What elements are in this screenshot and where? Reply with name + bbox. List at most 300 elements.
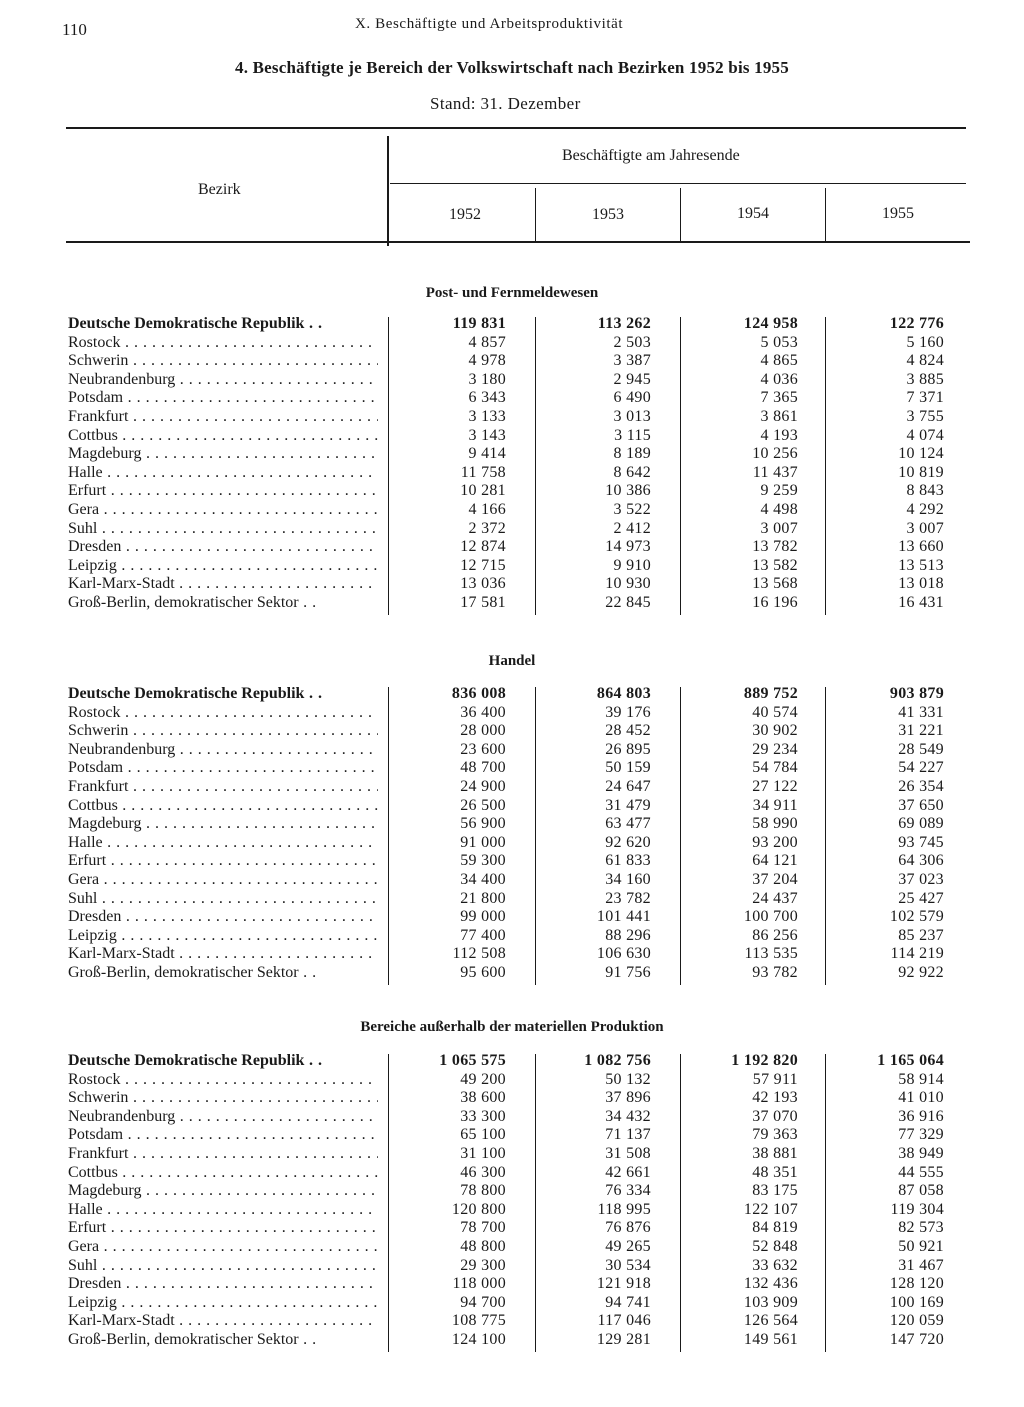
row-label: Groß-Berlin, demokratischer Sektor . . — [68, 1331, 378, 1350]
cell-1955: 13 513 — [898, 556, 944, 574]
cell-1955: 1 165 064 — [877, 1052, 944, 1069]
table-row — [0, 1275, 1024, 1294]
cell-1954: 149 561 — [743, 1331, 798, 1348]
cell-1955: 13 660 — [898, 538, 944, 556]
cell-1952: 49 200 — [460, 1070, 506, 1088]
column-separator — [680, 317, 681, 615]
cell-1953: 61 833 — [605, 852, 651, 870]
year-header-1954: 1954 — [737, 205, 769, 222]
cell-1952: 118 000 — [452, 1275, 506, 1293]
year-header-1955: 1955 — [882, 205, 914, 222]
table-subtitle: Stand: 31. Dezember — [430, 94, 581, 113]
cell-1952: 4 166 — [468, 501, 506, 518]
cell-1952: 31 100 — [460, 1145, 506, 1162]
table-row — [0, 797, 1024, 816]
cell-1955: 85 237 — [898, 926, 944, 944]
table-row — [0, 1331, 1024, 1350]
group-header-label: Beschäftigte am Jahresende — [562, 147, 740, 164]
cell-1952: 6 343 — [468, 389, 506, 407]
cell-1955: 26 354 — [898, 778, 944, 795]
row-label: Erfurt . . . — [68, 1219, 378, 1238]
cell-1953: 71 137 — [605, 1126, 651, 1144]
header-year-divider — [825, 188, 826, 242]
cell-1952: 10 281 — [460, 482, 506, 500]
cell-1955: 58 914 — [898, 1070, 944, 1088]
cell-1954: 27 122 — [752, 778, 798, 795]
cell-1955: 10 819 — [898, 463, 944, 481]
row-label: Cottbus . . . — [68, 797, 378, 816]
cell-1955: 102 579 — [889, 908, 944, 926]
cell-1952: 46 300 — [460, 1163, 506, 1181]
row-label: Cottbus . . . — [68, 1164, 378, 1183]
cell-1955: 37 650 — [898, 796, 944, 814]
header-stub-divider — [387, 136, 389, 246]
cell-1955: 10 124 — [898, 445, 944, 463]
cell-1954: 93 782 — [752, 964, 798, 981]
cell-1955: 54 227 — [898, 759, 944, 777]
cell-1953: 1 082 756 — [584, 1052, 651, 1069]
cell-1955: 100 169 — [889, 1293, 944, 1311]
column-separator — [535, 1054, 536, 1352]
cell-1952: 119 831 — [452, 315, 506, 332]
cell-1955: 16 431 — [898, 594, 944, 611]
cell-1955: 8 843 — [906, 482, 944, 500]
table-row — [0, 834, 1024, 853]
cell-1952: 91 000 — [460, 833, 506, 851]
header-year-divider — [680, 188, 681, 242]
cell-1954: 889 752 — [743, 685, 798, 702]
cell-1952: 9 414 — [468, 445, 506, 463]
cell-1953: 3 387 — [613, 352, 651, 370]
cell-1954: 86 256 — [752, 926, 798, 944]
cell-1955: 77 329 — [898, 1126, 944, 1144]
cell-1952: 13 036 — [460, 575, 506, 593]
cell-1955: 114 219 — [890, 945, 944, 963]
cell-1954: 93 200 — [752, 833, 798, 851]
table-row — [0, 445, 1024, 464]
cell-1955: 4 074 — [906, 426, 944, 444]
header-bottom-rule — [66, 241, 970, 243]
cell-1952: 108 775 — [451, 1312, 506, 1330]
cell-1955: 92 922 — [898, 964, 944, 981]
row-label: Rostock . . . — [68, 704, 378, 723]
cell-1952: 3 143 — [468, 426, 506, 444]
row-label: Halle . . . — [68, 834, 378, 853]
cell-1954: 54 784 — [752, 759, 798, 777]
row-label: Karl-Marx-Stadt . . . — [68, 575, 378, 594]
cell-1953: 37 896 — [605, 1089, 651, 1107]
cell-1952: 59 300 — [460, 852, 506, 870]
cell-1955: 69 089 — [898, 815, 944, 833]
row-label: Frankfurt . . . — [68, 778, 378, 797]
cell-1953: 92 620 — [605, 833, 651, 851]
cell-1954: 16 196 — [752, 594, 798, 611]
cell-1954: 29 234 — [752, 740, 798, 758]
column-separator — [388, 1054, 389, 1352]
header-top-rule — [66, 127, 966, 129]
column-separator — [680, 687, 681, 985]
cell-1953: 76 876 — [605, 1219, 651, 1237]
table-row — [0, 1238, 1024, 1257]
table-title: 4. Beschäftigte je Bereich der Volkswirtschaft nach Bezirken 1952 bis 1955 — [235, 58, 789, 77]
cell-1954: 42 193 — [752, 1089, 798, 1107]
cell-1955: 3 755 — [906, 408, 944, 425]
cell-1955: 41 331 — [898, 703, 944, 721]
cell-1952: 4 978 — [468, 352, 506, 370]
cell-1954: 33 632 — [752, 1256, 798, 1274]
row-label: Cottbus . . . — [68, 427, 378, 446]
cell-1954: 58 990 — [752, 815, 798, 833]
cell-1953: 121 918 — [596, 1275, 651, 1293]
table-row — [0, 1108, 1024, 1127]
table-row — [0, 520, 1024, 539]
cell-1953: 106 630 — [596, 945, 651, 963]
cell-1954: 30 902 — [752, 722, 798, 740]
cell-1952: 78 800 — [460, 1182, 506, 1200]
cell-1954: 3 861 — [760, 408, 798, 425]
cell-1953: 2 503 — [613, 333, 651, 351]
cell-1953: 34 432 — [605, 1107, 651, 1125]
cell-1953: 10 930 — [605, 575, 651, 593]
cell-1954: 52 848 — [752, 1238, 798, 1255]
row-label: Schwerin . . . — [68, 722, 378, 741]
running-head: X. Beschäftigte und Arbeitsproduktivität — [355, 16, 624, 32]
cell-1953: 22 845 — [605, 594, 651, 611]
cell-1952: 3 180 — [468, 370, 506, 388]
cell-1954: 132 436 — [743, 1275, 798, 1293]
cell-1955: 3 007 — [906, 519, 944, 537]
row-label: Gera . . . — [68, 1238, 378, 1257]
table-row — [0, 464, 1024, 483]
cell-1953: 23 782 — [605, 889, 651, 907]
row-label: Dresden . . . — [68, 908, 378, 927]
stub-header-label: Bezirk — [198, 181, 241, 198]
cell-1954: 4 193 — [760, 426, 798, 444]
cell-1953: 94 741 — [605, 1293, 651, 1311]
table-row — [0, 408, 1024, 427]
cell-1952: 77 400 — [460, 926, 506, 944]
cell-1953: 117 046 — [597, 1312, 651, 1330]
cell-1952: 48 700 — [460, 759, 506, 777]
row-label: Erfurt . . . — [68, 482, 378, 501]
cell-1954: 34 911 — [752, 796, 798, 814]
cell-1955: 64 306 — [898, 852, 944, 870]
cell-1955: 25 427 — [898, 889, 944, 907]
cell-1952: 95 600 — [460, 964, 506, 981]
cell-1954: 122 107 — [743, 1200, 798, 1218]
cell-1954: 7 365 — [760, 389, 798, 407]
cell-1952: 34 400 — [460, 871, 506, 888]
table-row-total — [0, 1052, 1024, 1071]
row-label: Deutsche Demokratische Republik . . — [68, 1052, 378, 1071]
table-row — [0, 741, 1024, 760]
row-label: Frankfurt . . . — [68, 1145, 378, 1164]
cell-1953: 3 115 — [614, 426, 651, 444]
table-row — [0, 1257, 1024, 1276]
column-separator — [535, 687, 536, 985]
row-label: Groß-Berlin, demokratischer Sektor . . — [68, 964, 378, 983]
row-label: Neubrandenburg . . . — [68, 371, 378, 390]
cell-1955: 50 921 — [898, 1238, 944, 1255]
cell-1955: 4 292 — [906, 501, 944, 518]
row-label: Karl-Marx-Stadt . . . — [68, 945, 378, 964]
cell-1953: 864 803 — [596, 685, 651, 702]
cell-1953: 10 386 — [605, 482, 651, 500]
cell-1953: 113 262 — [597, 315, 651, 332]
cell-1954: 4 036 — [760, 370, 798, 388]
cell-1955: 31 221 — [898, 722, 944, 740]
cell-1952: 21 800 — [460, 889, 506, 907]
table-row — [0, 352, 1024, 371]
table-row — [0, 1294, 1024, 1313]
table-row — [0, 704, 1024, 723]
cell-1955: 38 949 — [898, 1145, 944, 1162]
cell-1952: 4 857 — [468, 333, 506, 351]
table-row — [0, 1164, 1024, 1183]
table-row — [0, 575, 1024, 594]
table-row — [0, 945, 1024, 964]
cell-1955: 37 023 — [898, 871, 944, 888]
row-label: Suhl . . . — [68, 890, 378, 909]
cell-1952: 11 758 — [460, 463, 506, 481]
cell-1955: 4 824 — [906, 352, 944, 370]
cell-1952: 17 581 — [460, 594, 506, 611]
cell-1953: 88 296 — [605, 926, 651, 944]
year-header-1952: 1952 — [449, 206, 481, 223]
cell-1954: 5 053 — [760, 333, 798, 351]
row-label: Dresden . . . — [68, 1275, 378, 1294]
cell-1952: 2 372 — [468, 519, 506, 537]
table-row — [0, 871, 1024, 890]
column-separator — [388, 687, 389, 985]
row-label: Frankfurt . . . — [68, 408, 378, 427]
cell-1954: 13 582 — [752, 556, 798, 574]
cell-1954: 57 911 — [752, 1070, 798, 1088]
cell-1953: 2 412 — [613, 519, 651, 537]
cell-1954: 4 865 — [760, 352, 798, 370]
cell-1952: 28 000 — [460, 722, 506, 740]
column-separator — [825, 317, 826, 615]
cell-1952: 12 874 — [460, 538, 506, 556]
row-label: Schwerin . . . — [68, 1089, 378, 1108]
table-row — [0, 1071, 1024, 1090]
table-row — [0, 538, 1024, 557]
cell-1955: 122 776 — [889, 315, 944, 332]
cell-1952: 24 900 — [460, 778, 506, 795]
cell-1952: 112 508 — [452, 945, 506, 963]
cell-1952: 94 700 — [460, 1293, 506, 1311]
table-row — [0, 427, 1024, 446]
cell-1953: 8 642 — [613, 463, 651, 481]
cell-1954: 10 256 — [752, 445, 798, 463]
header-group-rule — [390, 183, 966, 184]
cell-1954: 124 958 — [743, 315, 798, 332]
cell-1953: 50 132 — [605, 1070, 651, 1088]
row-label: Halle . . . — [68, 1201, 378, 1220]
year-header-1953: 1953 — [592, 206, 624, 223]
cell-1953: 49 265 — [605, 1238, 651, 1255]
cell-1954: 48 351 — [752, 1163, 798, 1181]
table-row — [0, 501, 1024, 520]
row-label: Magdeburg . . . — [68, 815, 378, 834]
cell-1953: 31 479 — [605, 796, 651, 814]
cell-1954: 40 574 — [752, 703, 798, 721]
cell-1953: 3 522 — [613, 501, 651, 518]
cell-1954: 38 881 — [752, 1145, 798, 1162]
cell-1953: 118 995 — [597, 1200, 651, 1218]
table-row — [0, 1145, 1024, 1164]
row-label: Neubrandenburg . . . — [68, 1108, 378, 1127]
cell-1953: 91 756 — [605, 964, 651, 981]
cell-1953: 24 647 — [605, 778, 651, 795]
cell-1952: 836 008 — [451, 685, 506, 702]
table-row — [0, 389, 1024, 408]
row-label: Rostock . . . — [68, 334, 378, 353]
cell-1953: 28 452 — [605, 722, 651, 740]
row-label: Leipzig . . . — [68, 557, 378, 576]
cell-1955: 82 573 — [898, 1219, 944, 1237]
table-row — [0, 1312, 1024, 1331]
cell-1955: 36 916 — [898, 1107, 944, 1125]
cell-1952: 65 100 — [460, 1126, 506, 1144]
cell-1953: 2 945 — [613, 370, 651, 388]
row-label: Potsdam . . . — [68, 389, 378, 408]
row-label: Deutsche Demokratische Republik . . — [68, 315, 378, 334]
cell-1953: 63 477 — [605, 815, 651, 833]
cell-1952: 56 900 — [460, 815, 506, 833]
cell-1955: 147 720 — [889, 1331, 944, 1348]
cell-1952: 33 300 — [460, 1107, 506, 1125]
table-row — [0, 371, 1024, 390]
row-label: Halle . . . — [68, 464, 378, 483]
cell-1952: 36 400 — [460, 703, 506, 721]
row-label: Neubrandenburg . . . — [68, 741, 378, 760]
cell-1955: 7 371 — [906, 389, 944, 407]
cell-1954: 103 909 — [743, 1293, 798, 1311]
section-title-handel: Handel — [488, 653, 536, 669]
cell-1954: 13 782 — [752, 538, 798, 556]
cell-1953: 34 160 — [605, 871, 651, 888]
cell-1953: 39 176 — [605, 703, 651, 721]
page-number: 110 — [62, 20, 87, 39]
table-row — [0, 1219, 1024, 1238]
cell-1954: 11 437 — [752, 463, 798, 481]
cell-1953: 101 441 — [596, 908, 651, 926]
table-row-total — [0, 315, 1024, 334]
cell-1952: 38 600 — [460, 1089, 506, 1107]
cell-1954: 100 700 — [743, 908, 798, 926]
section-title-post: Post- und Fernmeldewesen — [425, 285, 599, 301]
cell-1953: 42 661 — [605, 1163, 651, 1181]
table-row — [0, 1089, 1024, 1108]
row-label: Magdeburg . . . — [68, 445, 378, 464]
cell-1953: 9 910 — [613, 556, 651, 574]
cell-1954: 24 437 — [752, 889, 798, 907]
cell-1953: 26 895 — [605, 740, 651, 758]
cell-1952: 23 600 — [460, 740, 506, 758]
cell-1955: 5 160 — [906, 333, 944, 351]
table-row — [0, 594, 1024, 613]
cell-1954: 126 564 — [743, 1312, 798, 1330]
cell-1955: 41 010 — [898, 1089, 944, 1107]
column-separator — [825, 687, 826, 985]
table-row — [0, 334, 1024, 353]
cell-1954: 83 175 — [752, 1182, 798, 1200]
cell-1954: 37 070 — [752, 1107, 798, 1125]
table-row — [0, 1182, 1024, 1201]
table-row — [0, 759, 1024, 778]
table-row — [0, 927, 1024, 946]
cell-1952: 26 500 — [460, 796, 506, 814]
row-label: Dresden . . . — [68, 538, 378, 557]
row-label: Potsdam . . . — [68, 759, 378, 778]
cell-1955: 87 058 — [898, 1182, 944, 1200]
row-label: Groß-Berlin, demokratischer Sektor . . — [68, 594, 378, 613]
cell-1954: 37 204 — [752, 871, 798, 888]
cell-1955: 28 549 — [898, 740, 944, 758]
cell-1955: 93 745 — [898, 833, 944, 851]
cell-1955: 903 879 — [889, 685, 944, 702]
cell-1953: 6 490 — [613, 389, 651, 407]
cell-1953: 129 281 — [596, 1331, 651, 1348]
section-title-ausserhalb: Bereiche außerhalb der materiellen Produktion — [360, 1019, 664, 1035]
column-separator — [388, 317, 389, 615]
cell-1954: 3 007 — [760, 519, 798, 537]
table-row — [0, 722, 1024, 741]
row-label: Gera . . . — [68, 871, 378, 890]
cell-1954: 84 819 — [752, 1219, 798, 1237]
column-separator — [680, 1054, 681, 1352]
table-row — [0, 482, 1024, 501]
row-label: Suhl . . . — [68, 1257, 378, 1276]
cell-1952: 1 065 575 — [439, 1052, 506, 1069]
cell-1955: 119 304 — [890, 1200, 944, 1218]
column-separator — [825, 1054, 826, 1352]
table-row-total — [0, 685, 1024, 704]
cell-1954: 79 363 — [752, 1126, 798, 1144]
table-row — [0, 964, 1024, 983]
cell-1952: 120 800 — [451, 1200, 506, 1218]
cell-1952: 29 300 — [460, 1256, 506, 1274]
table-row — [0, 1126, 1024, 1145]
row-label: Schwerin . . . — [68, 352, 378, 371]
cell-1955: 44 555 — [898, 1163, 944, 1181]
cell-1953: 8 189 — [613, 445, 651, 463]
cell-1954: 13 568 — [752, 575, 798, 593]
header-year-divider — [535, 188, 536, 242]
row-label: Erfurt . . . — [68, 852, 378, 871]
cell-1952: 12 715 — [460, 556, 506, 574]
cell-1953: 50 159 — [605, 759, 651, 777]
row-label: Rostock . . . — [68, 1071, 378, 1090]
cell-1952: 3 133 — [468, 408, 506, 425]
cell-1953: 3 013 — [613, 408, 651, 425]
cell-1955: 3 885 — [906, 370, 944, 388]
cell-1954: 1 192 820 — [731, 1052, 798, 1069]
table-row — [0, 890, 1024, 909]
cell-1954: 113 535 — [744, 945, 798, 963]
table-row — [0, 557, 1024, 576]
cell-1955: 13 018 — [898, 575, 944, 593]
cell-1953: 31 508 — [605, 1145, 651, 1162]
row-label: Suhl . . . — [68, 520, 378, 539]
row-label: Deutsche Demokratische Republik . . — [68, 685, 378, 704]
row-label: Karl-Marx-Stadt . . . — [68, 1312, 378, 1331]
row-label: Magdeburg . . . — [68, 1182, 378, 1201]
table-row — [0, 778, 1024, 797]
cell-1952: 48 800 — [460, 1238, 506, 1255]
cell-1955: 128 120 — [889, 1275, 944, 1293]
